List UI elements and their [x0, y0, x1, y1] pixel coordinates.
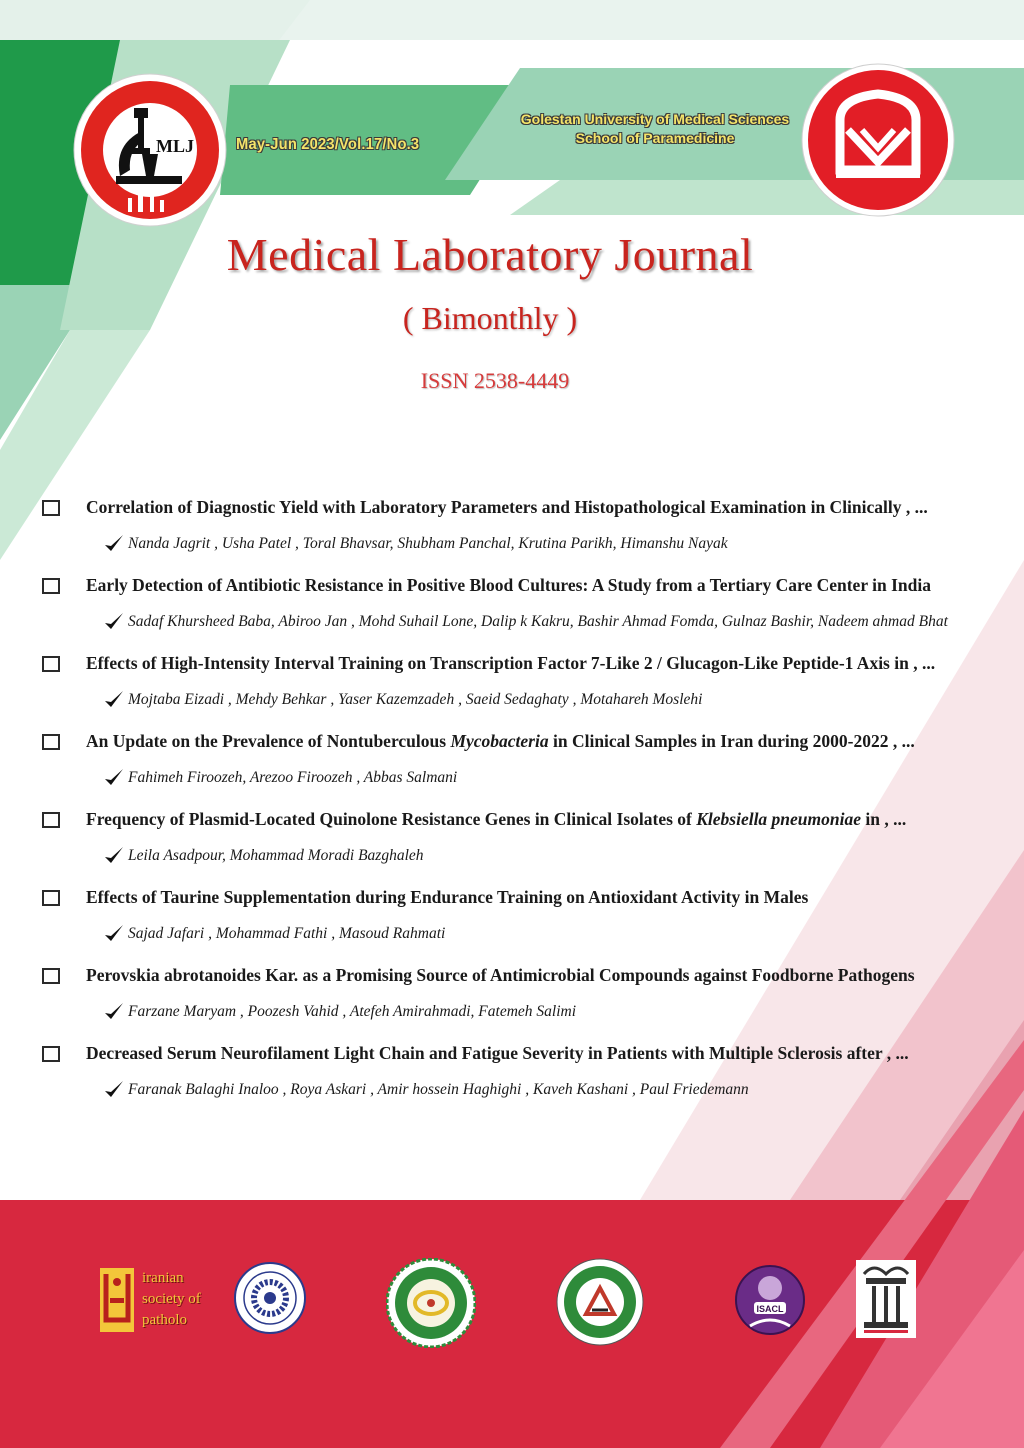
checkmark-icon	[104, 924, 124, 944]
article-item	[40, 882, 1020, 960]
author-row	[104, 846, 424, 866]
checkmark-icon	[104, 846, 124, 866]
checkmark-icon	[104, 1080, 124, 1100]
article-title	[86, 731, 915, 752]
society-logo-green-icon	[386, 1258, 476, 1348]
author-row	[104, 768, 457, 788]
checkmark-icon	[104, 768, 124, 788]
svg-text:MLJ: MLJ	[156, 136, 194, 156]
checkbox-icon	[42, 656, 60, 672]
author-row	[104, 612, 948, 632]
article-title-part: in Clinical Samples in Iran during 2000-2022 , ...	[548, 731, 915, 751]
article-item	[40, 726, 1020, 804]
article-item	[40, 1038, 1020, 1116]
checkbox-icon	[42, 578, 60, 594]
article-title: Early Detection of Antibiotic Resistance in Positive Blood Cultures: A Study from a Tertiary Care Center in India	[86, 575, 932, 595]
author-row	[104, 534, 728, 554]
university-logo-icon	[800, 62, 956, 218]
author-row	[104, 690, 702, 710]
journal-frequency: ( Bimonthly )	[402, 300, 578, 336]
article-authors: Sajad Jafari , Mohammad Fathi , Masoud Rahmati	[128, 925, 446, 942]
isacl-logo-icon	[556, 1258, 644, 1346]
issue-info: May-Jun 2023/Vol.17/No.3	[236, 136, 420, 153]
journal-title: Medical Laboratory Journal	[226, 229, 754, 280]
checkbox-icon	[42, 968, 60, 984]
author-row	[104, 1080, 749, 1100]
svg-text:ISACL: ISACL	[756, 1304, 784, 1314]
iranian-society-of-pathology-logo-icon	[98, 1264, 138, 1336]
article-authors: Sadaf Khursheed Baba, Abiroo Jan , Mohd Suhail Lone, Dalip k Kakru, Bashir Ahmad Fomda, Gulnaz Bashir, Nadeem ahmad Bhat	[128, 613, 948, 630]
article-authors: Faranak Balaghi Inaloo , Roya Askari , Amir hossein Haghighi , Kaveh Kashani , Paul Friedemann	[128, 1081, 749, 1098]
article-item	[40, 648, 1020, 726]
iranian-society-of-parasitology-logo-icon	[234, 1262, 306, 1334]
checkmark-icon	[104, 1002, 124, 1022]
checkmark-icon	[104, 534, 124, 554]
university-name: Golestan University of Medical Sciences	[520, 111, 790, 127]
article-list	[40, 492, 1020, 1116]
article-item	[40, 570, 1020, 648]
article-item	[40, 804, 1020, 882]
author-row	[104, 1002, 576, 1022]
checkmark-icon	[104, 612, 124, 632]
article-authors: Mojtaba Eizadi , Mehdy Behkar , Yaser Kazemzadeh , Saeid Sedaghaty , Motahareh Moslehi	[128, 691, 703, 708]
iranian-society-text	[142, 1268, 201, 1331]
society-text-line: iranian	[142, 1270, 184, 1286]
column-emblem-logo-icon	[856, 1260, 916, 1338]
article-title: Effects of High-Intensity Interval Training on Transcription Factor 7-Like 2 / Glucagon-Like Peptide-1 Axis in , ...	[86, 653, 936, 673]
article-authors: Leila Asadpour, Mohammad Moradi Bazghaleh	[128, 847, 424, 864]
mlj-logo-icon	[72, 72, 228, 228]
society-text-line: society of	[142, 1291, 201, 1307]
article-title: Perovskia abrotanoides Kar. as a Promising Source of Antimicrobial Compounds against Foodborne Pathogens	[86, 965, 915, 985]
article-authors: Fahimeh Firoozeh, Arezoo Firoozeh , Abbas Salmani	[128, 769, 458, 786]
iacl-purple-logo-icon	[734, 1264, 806, 1342]
article-title-species: Mycobacteria	[450, 731, 549, 751]
article-item	[40, 960, 1020, 1038]
article-title: Effects of Taurine Supplementation during Endurance Training on Antioxidant Activity in Males	[86, 887, 809, 907]
article-title	[86, 809, 906, 830]
checkbox-icon	[42, 1046, 60, 1062]
society-text-line: patholo	[142, 1312, 187, 1328]
article-title-part: An Update on the Prevalence of Nontuberculous	[86, 731, 451, 751]
university-info	[500, 110, 810, 148]
journal-issn: ISSN 2538-4449	[420, 368, 570, 393]
article-title-part: in , ...	[861, 809, 907, 829]
author-row	[104, 924, 445, 944]
school-name: School of Paramedicine	[575, 130, 735, 146]
checkbox-icon	[42, 500, 60, 516]
checkmark-icon	[104, 690, 124, 710]
article-title-species: Klebsiella pneumoniae	[696, 809, 862, 829]
checkbox-icon	[42, 890, 60, 906]
article-authors: Nanda Jagrit , Usha Patel , Toral Bhavsar, Shubham Panchal, Krutina Parikh, Himanshu Nayak	[128, 535, 728, 552]
article-title: Correlation of Diagnostic Yield with Laboratory Parameters and Histopathological Examination in Clinically , ...	[86, 497, 928, 517]
article-authors: Farzane Maryam , Poozesh Vahid , Atefeh Amirahmadi, Fatemeh Salimi	[128, 1003, 577, 1020]
checkbox-icon	[42, 734, 60, 750]
checkbox-icon	[42, 812, 60, 828]
article-item	[40, 492, 1020, 570]
article-title-part: Frequency of Plasmid-Located Quinolone Resistance Genes in Clinical Isolates of	[86, 809, 697, 829]
article-title: Decreased Serum Neurofilament Light Chain and Fatigue Severity in Patients with Multiple Sclerosis after , ...	[86, 1043, 909, 1063]
